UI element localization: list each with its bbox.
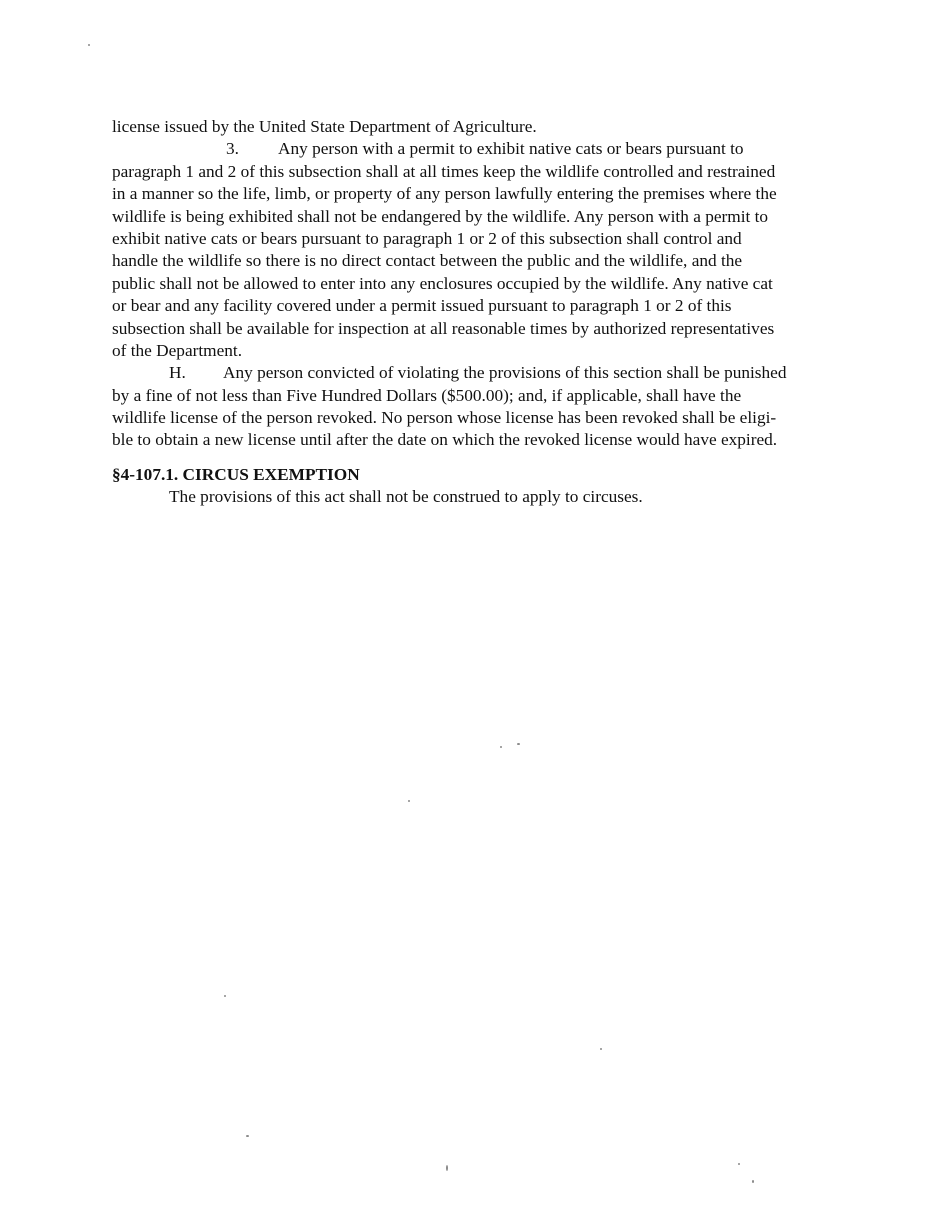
paragraph-text: Any person with a permit to exhibit native cats or bears pursuant to	[278, 139, 744, 159]
text-line: paragraph 1 and 2 of this subsection shall at all times keep the wildlife controlled and restrained	[112, 161, 776, 181]
scan-speck	[600, 1048, 602, 1050]
paragraph-text: Any person convicted of violating the provisions of this section shall be punished	[223, 363, 787, 383]
text-line: by a fine of not less than Five Hundred Dollars ($500.00); and, if applicable, shall have the	[112, 385, 742, 405]
scan-speck	[500, 746, 502, 748]
scan-speck	[517, 743, 520, 745]
scan-speck	[246, 1135, 249, 1137]
scan-speck	[224, 995, 226, 997]
paragraph-number: 3.	[226, 139, 239, 159]
text-line: in a manner so the life, limb, or property of any person lawfully entering the premises where the	[112, 184, 777, 204]
text-line: public shall not be allowed to enter into any enclosures occupied by the wildlife. Any native cat	[112, 273, 773, 293]
scan-speck	[446, 1165, 448, 1171]
text-line: license issued by the United State Department of Agriculture.	[112, 117, 537, 136]
text-line: or bear and any facility covered under a permit issued pursuant to paragraph 1 or 2 of this	[112, 296, 732, 316]
document-text	[112, 116, 824, 509]
paragraph-h-first-line	[112, 362, 824, 384]
section-body: The provisions of this act shall not be construed to apply to circuses.	[169, 487, 643, 507]
scan-speck	[88, 44, 90, 46]
scan-speck	[408, 800, 410, 802]
text-line: wildlife license of the person revoked. No person whose license has been revoked shall be eligi-	[112, 408, 777, 428]
text-line: handle the wildlife so there is no direct contact between the public and the wildlife, and the	[112, 251, 743, 271]
scan-speck	[738, 1163, 740, 1165]
text-line: of the Department.	[112, 340, 243, 360]
scan-speck	[752, 1180, 754, 1183]
text-line: exhibit native cats or bears pursuant to paragraph 1 or 2 of this subsection shall control and	[112, 228, 742, 248]
paragraph-3-first-line	[112, 138, 824, 160]
text-line: wildlife is being exhibited shall not be endangered by the wildlife. Any person with a permit to	[112, 206, 769, 226]
text-line: ble to obtain a new license until after the date on which the revoked license would have expired.	[112, 430, 778, 450]
section-heading: §4-107.1. CIRCUS EXEMPTION	[112, 464, 360, 484]
paragraph-letter: H.	[169, 363, 186, 383]
text-line: subsection shall be available for inspection at all reasonable times by authorized representatives	[112, 318, 775, 338]
